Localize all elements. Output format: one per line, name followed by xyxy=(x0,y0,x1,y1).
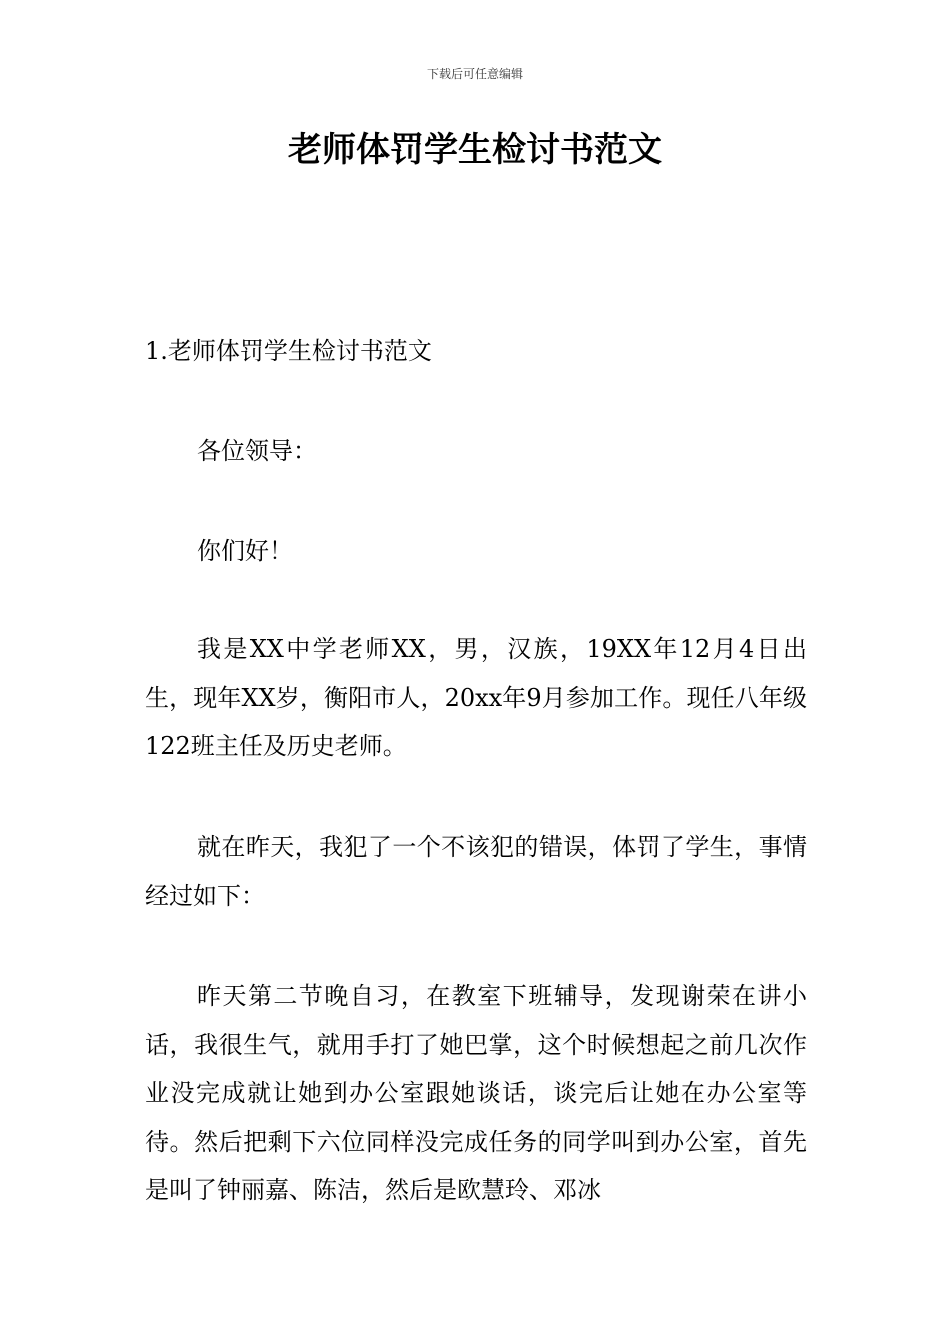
document-title: 老师体罚学生检讨书范文 xyxy=(288,130,662,170)
salutation-paragraph: 你们好！ xyxy=(197,537,293,565)
greeting-paragraph: 各位领导： xyxy=(197,437,317,465)
page-header-note: 下载后可任意编辑 xyxy=(426,67,523,81)
self-introduction-paragraph: 我是XX中学老师XX，男，汉族，19XX年12月4日出生，现年XX岁，衡阳市人，20xx年9月参加工作。现任八年级122班主任及历史老师。 xyxy=(145,635,807,760)
section-heading: 1.老师体罚学生检讨书范文 xyxy=(145,337,432,365)
incident-detail-paragraph: 昨天第二节晚自习，在教室下班辅导，发现谢荣在讲小话，我很生气，就用手打了她巴掌，这个时候想起之前几次作业没完成就让她到办公室跟她谈话，谈完后让她在办公室等待。然后把剩下六位同样没完成任务的同学叫到办公室，首先是叫了钟丽嘉、陈洁，然后是欧慧玲、邓冰 xyxy=(145,982,807,1204)
incident-summary-paragraph: 就在昨天，我犯了一个不该犯的错误，体罚了学生，事情经过如下： xyxy=(145,833,807,910)
